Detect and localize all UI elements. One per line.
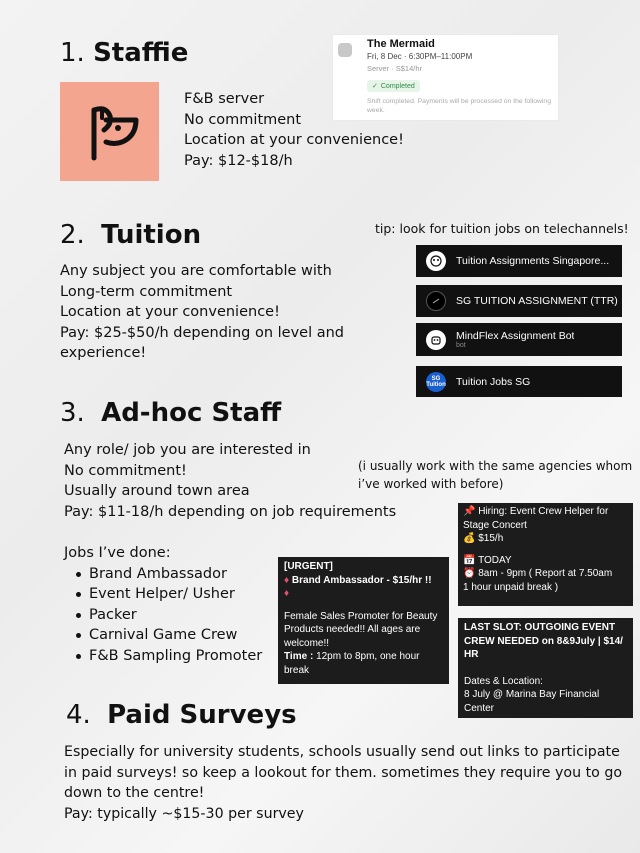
bell-icon: ♦ [284,574,290,586]
surveys-details [64,742,622,824]
crew-pay: $15/h [478,533,504,544]
section-title: Tuition [101,220,202,250]
detail-line: Pay: $11-18/h depending on job requirements [64,503,397,520]
channel-item[interactable] [416,245,622,277]
detail-line: down to the centre! [64,785,205,802]
desc-line: Female Sales Promoter for Beauty [284,610,438,622]
venue-avatar [338,43,352,57]
calendar-icon: 📅 [463,554,476,566]
adhoc-details [64,440,396,522]
detail-line: in paid surveys! so keep a lookout for them. sometimes they require you to go [64,764,623,781]
shift-role: Server · S$14/hr [367,64,423,73]
list-item: Packer [89,605,262,626]
staffie-logo [60,82,159,181]
time-value: break [284,664,310,676]
bell-icon: ♦ [284,588,290,599]
staffie-logo-icon [74,96,146,168]
jobs-list [64,564,262,667]
channel-item[interactable] [416,366,622,397]
detail-line: No commitment! [64,462,187,479]
detail-line: Pay: $12-$18/h [184,152,293,169]
channel-sub: bot [456,342,466,349]
list-item: Carnival Game Crew [89,625,262,646]
time-label: Time : [284,651,314,662]
status-badge [367,80,420,92]
detail-line: F&B server [184,91,265,107]
section-number: 4. [66,700,91,730]
channel-item[interactable] [416,285,622,317]
channel-name: Tuition Jobs SG [456,375,531,388]
desc-line: welcome!! [284,637,330,649]
last-slot-line: HR [464,649,479,660]
job-headline: Brand Ambassador - $15/hr !! [291,574,432,586]
detail-line: Long-term commitment [60,283,233,300]
alarm-clock-icon: ⏰ [463,568,476,579]
owl-icon [430,255,442,267]
section-number: 3. [60,398,85,428]
dates-value: Center [464,702,495,714]
crew-day: TODAY [478,554,512,566]
section-3-heading [60,398,281,428]
detail-line: Pay: typically ~$15-30 per survey [64,805,304,822]
section-title: Staffie [93,38,189,68]
job-post-card [278,557,449,684]
money-bag-icon: 💰 [463,533,476,544]
channel-avatar [426,330,446,350]
channel-name: MindFlex Assignment Bot [456,330,575,342]
note-line: i’ve worked with before) [358,477,504,491]
section-number: 1. [60,38,85,68]
section-title: Ad-hoc Staff [101,398,282,428]
crew-hours: 1 hour unpaid break ) [463,581,559,593]
shift-note: Shift completed. Payments will be processed on the following week. [367,98,551,114]
crew-title: Hiring: Event Crew Helper for [478,506,609,517]
status-label: Completed [380,82,415,90]
dates-label: Dates & Location: [464,675,543,687]
list-item: F&B Sampling Promoter [89,646,262,667]
channel-name: SG TUITION ASSIGNMENT (TTR) [456,295,618,307]
detail-line: Location at your convenience! [60,304,280,321]
list-item: Event Helper/ Usher [89,584,262,605]
detail-line: Any role/ job you are interested in [64,442,311,458]
job-post-card [458,618,633,718]
agency-note [358,457,632,493]
jobs-heading: Jobs I’ve done: [64,545,171,561]
detail-line: Especially for university students, schools usually send out links to participate [64,744,620,760]
section-title: Paid Surveys [107,700,297,730]
pin-icon: 📌 [463,506,476,517]
detail-line: Any subject you are comfortable with [60,263,332,279]
shift-datetime: Fri, 8 Dec · 6:30PM–11:00PM [367,52,473,61]
crew-hours: 8am - 9pm ( Report at 7.50am [478,568,613,579]
channel-avatar [426,251,446,271]
jobs-done [64,543,262,667]
dates-value: 8 July @ Marina Bay Financial [464,689,600,700]
channel-avatar: SG Tuition [426,372,446,392]
robot-icon [430,334,442,346]
tuition-details [60,261,344,364]
last-slot-line: CREW NEEDED on 8&9July | $14/ [464,635,623,647]
urgent-tag: [URGENT] [284,561,333,572]
detail-line: Location at your convenience! [184,132,404,149]
channel-item[interactable] [416,323,622,356]
ttr-logo-icon [431,296,441,306]
section-number: 2. [60,220,85,250]
shift-title: The Mermaid [367,38,435,50]
detail-line: No commitment [184,111,302,128]
list-item: Brand Ambassador [89,564,262,585]
section-4-heading [66,700,297,730]
desc-line: Products needed!! All ages are [284,624,421,635]
job-post-card [458,503,633,606]
channel-name: Tuition Assignments Singapore... [456,255,610,267]
detail-line: Pay: $25-$50/h depending on level and [60,324,344,341]
note-line: (i usually work with the same agencies whom [358,459,633,473]
tuition-tip: tip: look for tuition jobs on telechannels! [375,221,629,236]
detail-line: Usually around town area [64,483,250,500]
last-slot-line: LAST SLOT: OUTGOING EVENT [464,622,616,633]
channel-avatar [426,291,446,311]
section-1-heading [60,38,188,68]
detail-line: experience! [60,345,147,362]
check-circle-icon: ✓ [372,83,378,90]
time-value: 12pm to 8pm, one hour [316,651,420,662]
crew-title: Stage Concert [463,519,527,531]
shift-card [333,35,558,120]
section-2-heading [60,220,201,250]
